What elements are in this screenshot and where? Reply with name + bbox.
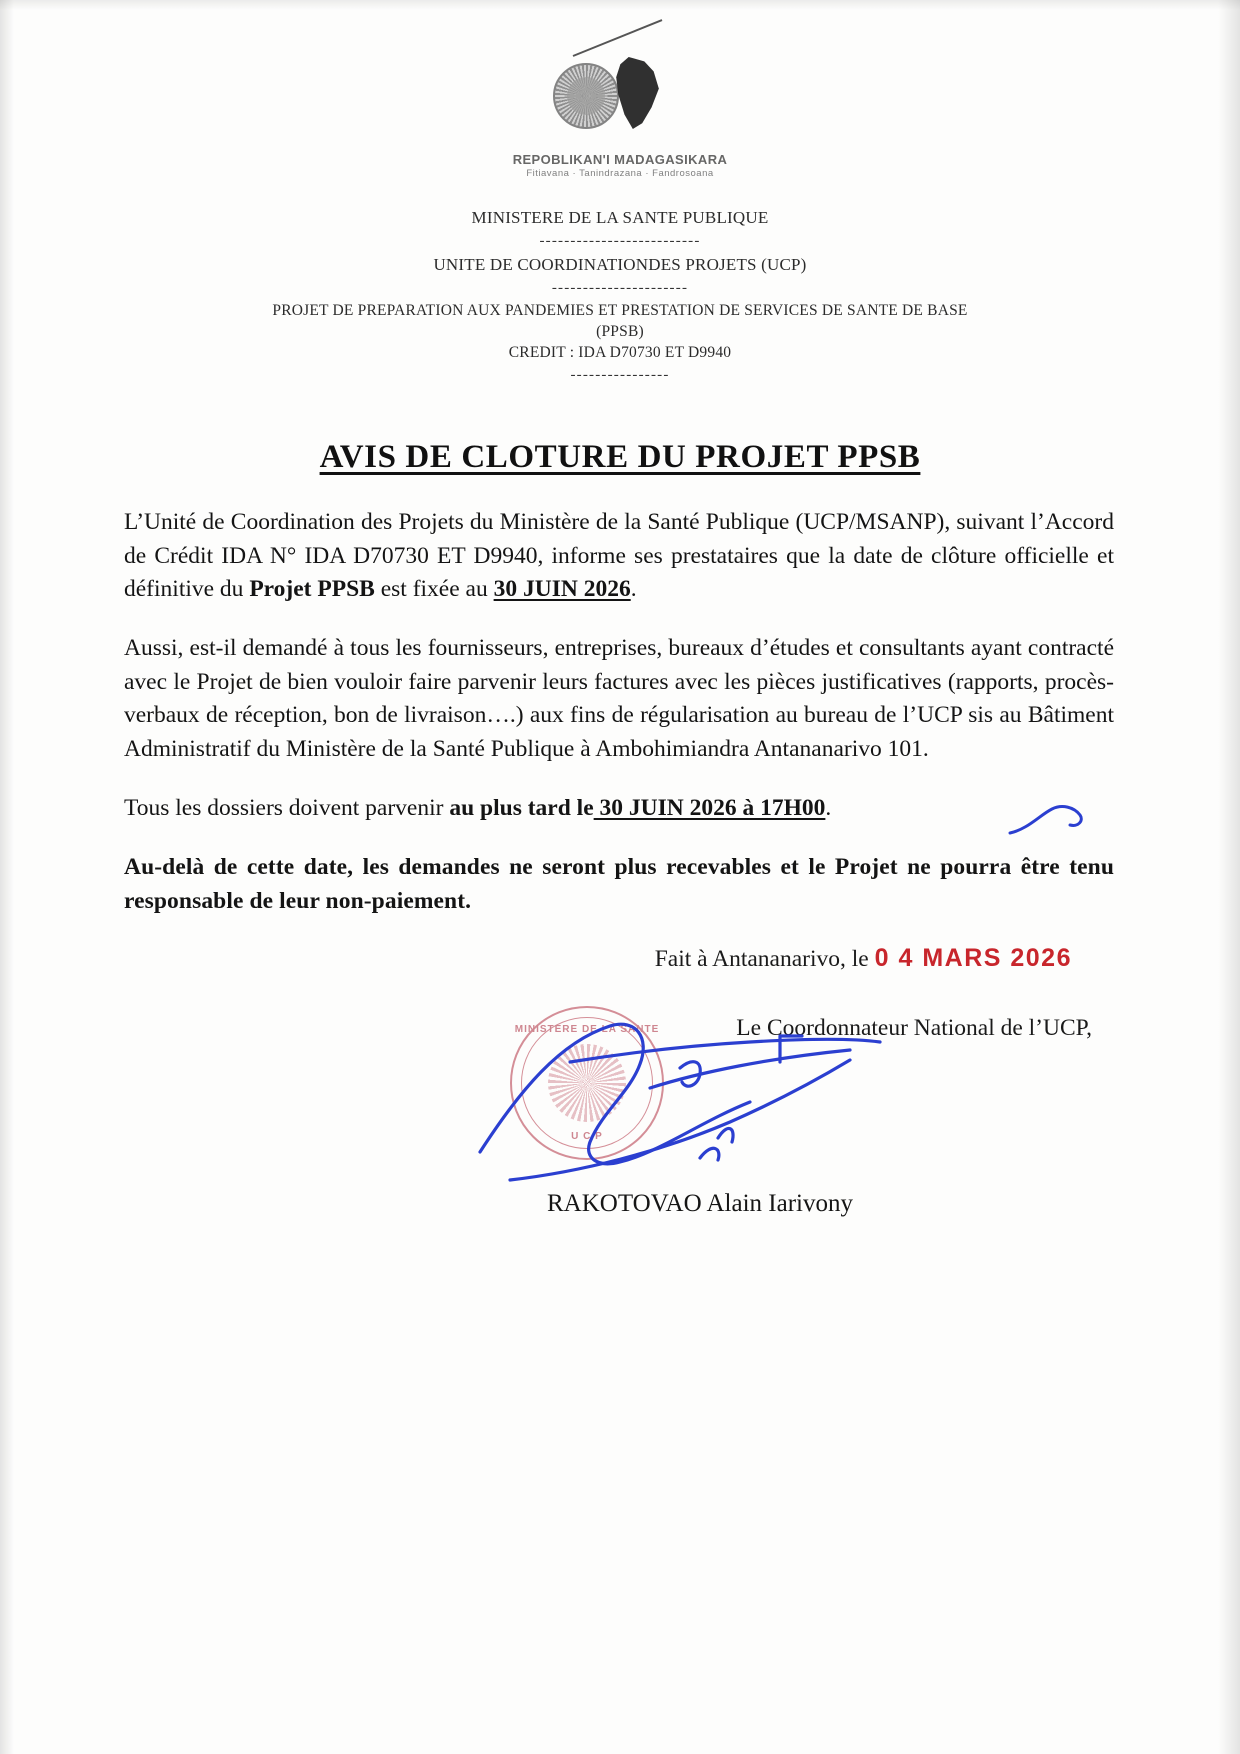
letterhead-separator-1: -------------------------- — [539, 232, 701, 249]
ministry-round-stamp-icon — [510, 1006, 664, 1160]
letterhead — [120, 207, 1120, 385]
letterhead-ministry: MINISTERE DE LA SANTE PUBLIQUE — [471, 208, 769, 227]
paragraph-1 — [124, 506, 1114, 606]
spear-icon — [573, 19, 663, 57]
letterhead-separator-3: ---------------- — [570, 367, 670, 384]
national-emblem-block — [120, 55, 1120, 179]
stamp-bottom-text: U C P — [571, 1130, 603, 1142]
letterhead-separator-2: ---------------------- — [551, 280, 689, 297]
paragraph-1-text-b: est fixée au — [374, 576, 494, 603]
paragraph-1-project-bold: Projet PPSB — [249, 576, 375, 603]
document-title: AVIS DE CLOTURE DU PROJET PPSB — [319, 439, 921, 476]
paragraph-3-text-end: . — [825, 794, 832, 821]
signatory-name: RAKOTOVAO Alain Iarivony — [546, 1189, 853, 1217]
signature-area — [120, 944, 1120, 1274]
scan-edge-left — [0, 0, 14, 1754]
stamp-rays-icon — [548, 1044, 626, 1122]
letterhead-project-acronym: (PPSB) — [596, 323, 644, 341]
letterhead-project: PROJET DE PREPARATION AUX PANDEMIES ET PRESTATION DE SERVICES DE SANTE DE BASE — [272, 302, 968, 320]
madagascar-map-icon — [611, 57, 663, 129]
letterhead-unit: UNITE DE COORDINATIONDES PROJETS (UCP) — [433, 255, 807, 275]
document-content — [120, 0, 1120, 1274]
paragraph-2: Aussi, est-il demandé à tous les fournisseurs, entreprises, bureaux d’études et consultants ayant contracté avec le Projet de bien vouloir faire parvenir leurs factures avec les pièces justificatives (rapports, procès-verbaux de réception, bon de livraison….) aux fins de régularisation au bureau de l’UCP sis au Bâtiment Administratif du Ministère de la Santé Publique à Ambohimiandra Antananarivo 101. — [124, 635, 1114, 762]
paragraph-4 — [124, 851, 1114, 918]
paragraph-3-text-a: Tous les dossiers doivent parvenir — [124, 794, 450, 821]
paragraph-3 — [124, 792, 1114, 825]
stamp-top-text: MINISTERE DE LA SANTE — [514, 1023, 660, 1035]
coordinator-title-line: Le Coordonnateur National de l’UCP, — [736, 1014, 1092, 1041]
madagascar-emblem-icon — [525, 55, 715, 150]
paragraph-3-deadline-date: 30 JUIN 2026 à 17H00 — [593, 794, 826, 821]
paragraph-4-text: Au-delà de cette date, les demandes ne seront plus recevables et le Projet ne pourra être tenu responsable de leur non-paiement. — [124, 854, 1114, 914]
scan-edge-right — [1218, 0, 1240, 1754]
paragraph-3-deadline-label: au plus tard le — [449, 794, 594, 821]
emblem-motto: Fitiavana · Tanindrazana · Fandrosoana — [526, 168, 714, 179]
paragraph-1-text-a: L’Unité de Coordination des Projets du Ministère de la Santé Publique (UCP/MSANP), suivant l’Accord de Crédit IDA N° IDA D70730 ET D9940, informe ses prestataires que la date de clôture officielle et définitive du — [124, 509, 1114, 603]
paragraph-1-closing-date: 30 JUIN 2026 — [493, 576, 631, 603]
date-stamp: 0 4 MARS 2026 — [874, 943, 1072, 972]
place-and-date-line — [120, 944, 1120, 973]
document-body — [120, 506, 1120, 918]
paragraph-1-text-c: . — [630, 576, 637, 603]
sun-disc-icon — [553, 63, 619, 129]
letterhead-credit: CREDIT : IDA D70730 ET D9940 — [508, 344, 732, 362]
place-date-label: Fait à Antananarivo, le — [654, 945, 869, 972]
emblem-caption: REPOBLIKAN'I MADAGASIKARA — [512, 152, 728, 167]
